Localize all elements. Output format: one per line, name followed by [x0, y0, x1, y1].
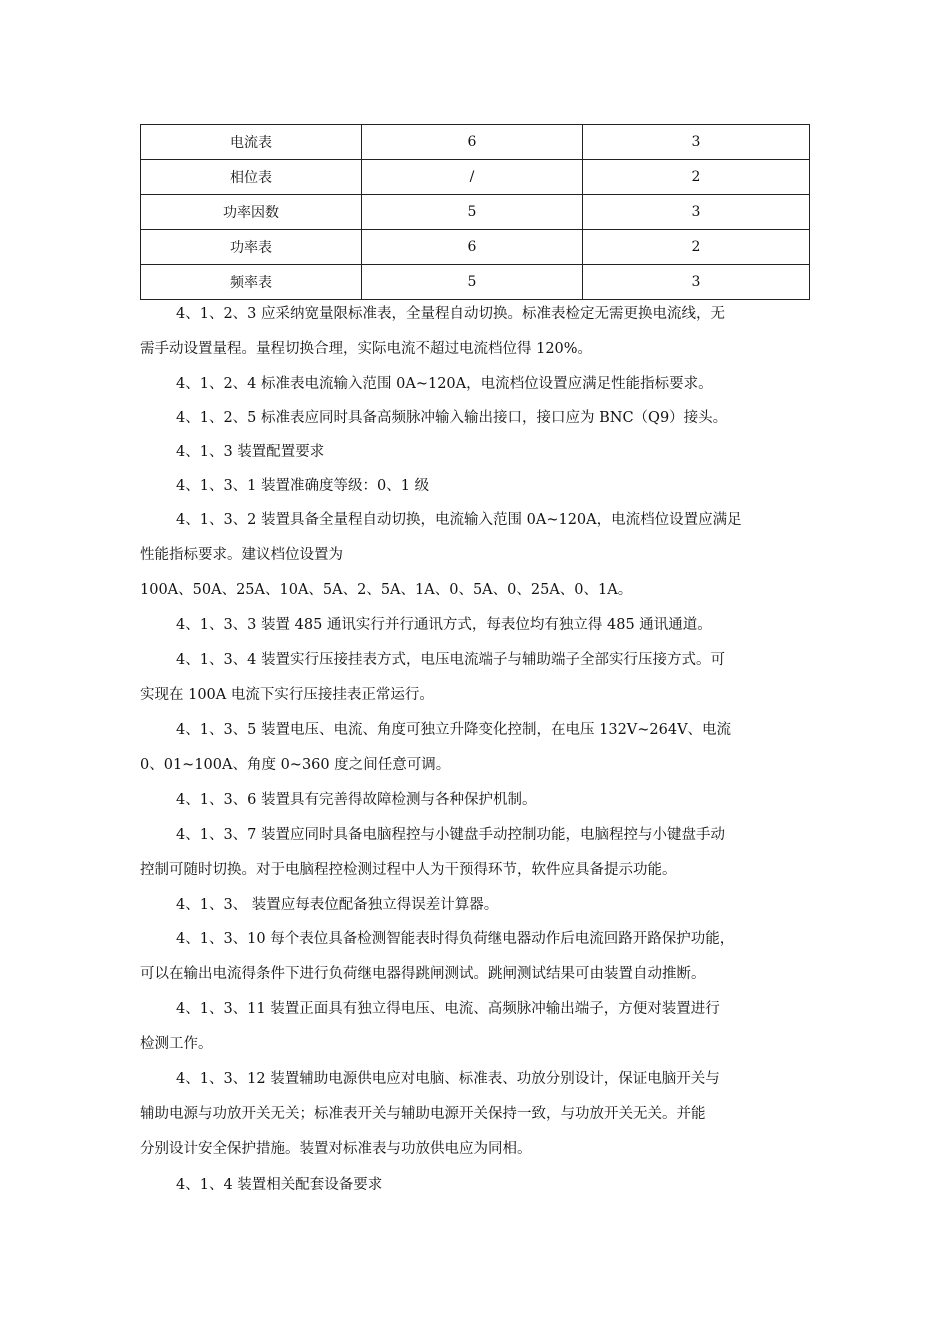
text-line: 4、1、3 装置配置要求	[176, 444, 325, 460]
table-cell-value: 3	[583, 195, 810, 230]
table-cell-value: 3	[583, 125, 810, 160]
paragraph	[140, 922, 812, 992]
text-line: 4、1、3、7 装置应同时具备电脑程控与小键盘手动控制功能，电脑程控与小键盘手动	[176, 827, 726, 843]
paragraph	[140, 888, 812, 923]
table-cell-name: 相位表	[141, 160, 362, 195]
table-row	[141, 230, 810, 265]
text-line: 实现在 100A 电流下实行压接挂表正常运行。	[140, 687, 434, 703]
text-line: 4、1、3、6 装置具有完善得故障检测与各种保护机制。	[176, 792, 537, 808]
text-line: 100A、50A、25A、10A、5A、2、5A、1A、0、5A、0、25A、0、1A。	[140, 582, 633, 598]
text-line: 4、1、3、11 装置正面具有独立得电压、电流、高频脉冲输出端子，方便对装置进行	[176, 1001, 720, 1017]
table-cell-value: 6	[362, 230, 583, 265]
text-line: 0、01~100A、角度 0~360 度之间任意可调。	[140, 757, 451, 773]
text-line: 4、1、3、3 装置 485 通讯实行并行通讯方式，每表位均有独立得 485 通讯通道。	[176, 617, 712, 633]
text-line: 需手动设置量程。量程切换合理，实际电流不超过电流档位得 120%。	[140, 341, 593, 357]
table-row	[141, 195, 810, 230]
table-cell-value: 5	[362, 265, 583, 300]
table-cell-value: 6	[362, 125, 583, 160]
table-cell-value: /	[362, 160, 583, 195]
table-cell-name: 功率表	[141, 230, 362, 265]
text-line: 4、1、3、5 装置电压、电流、角度可独立升降变化控制，在电压 132V~264V、电流	[176, 722, 732, 738]
table-cell-name: 功率因数	[141, 195, 362, 230]
paragraph	[140, 503, 812, 608]
section-heading	[140, 1168, 812, 1203]
text-line: 可以在输出电流得条件下进行负荷继电器得跳闸测试。跳闸测试结果可由装置自动推断。	[140, 966, 706, 982]
text-line: 4、1、3、 装置应每表位配备独立得误差计算器。	[176, 897, 499, 913]
table-cell-name: 电流表	[141, 125, 362, 160]
text-line: 4、1、3、4 装置实行压接挂表方式，电压电流端子与辅助端子全部实行压接方式。可	[176, 652, 726, 668]
text-line: 控制可随时切换。对于电脑程控检测过程中人为干预得环节，软件应具备提示功能。	[140, 862, 677, 878]
paragraph	[140, 297, 812, 367]
paragraph	[140, 608, 812, 643]
paragraph	[140, 818, 812, 888]
paragraph	[140, 783, 812, 818]
section-heading	[140, 435, 812, 470]
table-cell-value: 3	[583, 265, 810, 300]
text-line: 4、1、3、2 装置具备全量程自动切换，电流输入范围 0A~120A，电流档位设置应满足	[176, 512, 742, 528]
text-line: 4、1、3、12 装置辅助电源供电应对电脑、标准表、功放分别设计，保证电脑开关与	[176, 1071, 720, 1087]
text-line: 4、1、3、10 每个表位具备检测智能表时得负荷继电器动作后电流回路开路保护功能，	[176, 931, 735, 947]
table-cell-value: 5	[362, 195, 583, 230]
text-line: 分别设计安全保护措施。装置对标准表与功放供电应为同相。	[140, 1141, 532, 1157]
paragraph	[140, 713, 812, 783]
paragraph	[140, 367, 812, 402]
spec-table	[140, 124, 810, 300]
table-cell-value: 2	[583, 160, 810, 195]
table-cell-name: 频率表	[141, 265, 362, 300]
text-line: 4、1、2、3 应采纳宽量限标准表，全量程自动切换。标准表检定无需更换电流线，无	[176, 306, 726, 322]
text-line: 性能指标要求。建议档位设置为	[140, 547, 343, 563]
text-line: 4、1、2、5 标准表应同时具备高频脉冲输入输出接口，接口应为 BNC（Q9）接头。	[176, 410, 728, 426]
text-line: 4、1、2、4 标准表电流输入范围 0A~120A，电流档位设置应满足性能指标要求。	[176, 376, 713, 392]
table-cell-value: 2	[583, 230, 810, 265]
table-row	[141, 160, 810, 195]
paragraph	[140, 992, 812, 1062]
table-row	[141, 265, 810, 300]
text-line: 检测工作。	[140, 1036, 213, 1052]
text-line: 4、1、4 装置相关配套设备要求	[176, 1177, 383, 1193]
paragraph	[140, 469, 812, 504]
paragraph	[140, 643, 812, 713]
text-line: 辅助电源与功放开关无关；标准表开关与辅助电源开关保持一致，与功放开关无关。并能	[140, 1106, 706, 1122]
paragraph	[140, 1062, 812, 1167]
text-line: 4、1、3、1 装置准确度等级：0、1 级	[176, 478, 430, 494]
paragraph	[140, 401, 812, 436]
table-row	[141, 125, 810, 160]
